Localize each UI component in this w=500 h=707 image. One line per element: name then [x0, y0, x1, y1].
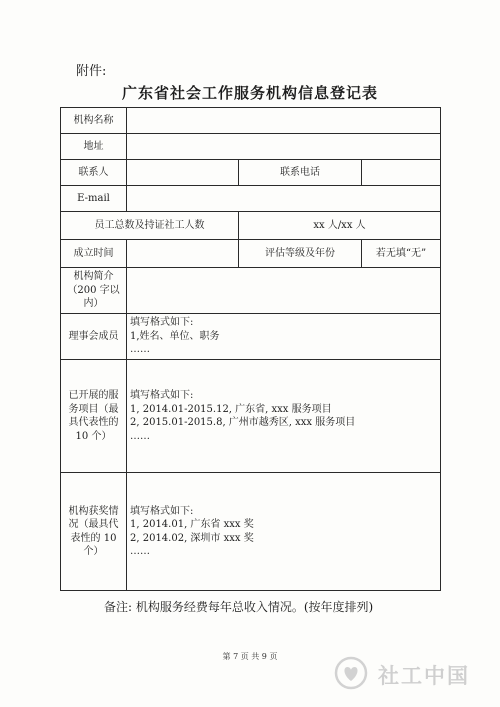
board-field[interactable]: [127, 314, 441, 360]
org-name-field[interactable]: [127, 108, 441, 134]
board-line: 1,姓名、单位、职务: [130, 330, 220, 342]
board-label: 理事会成员: [61, 314, 127, 360]
projects-line: 填写格式如下:: [130, 390, 194, 401]
address-field[interactable]: [127, 134, 441, 160]
row-contact: [61, 160, 441, 186]
projects-line: 2, 2015.01-2015.8, 广州市越秀区, xxx 服务项目: [130, 417, 356, 428]
watermark-logo: [332, 654, 492, 694]
projects-line: 1, 2014.01-2015.12, 广东省, xxx 服务项目: [130, 403, 332, 415]
row-org-name: [61, 108, 441, 134]
row-awards: [61, 473, 441, 591]
row-address: [61, 134, 441, 160]
contact-phone-field[interactable]: [362, 160, 441, 186]
email-field[interactable]: [127, 186, 441, 212]
contact-person-label: 联系人: [61, 160, 127, 186]
heart-hands-icon: [334, 656, 368, 690]
watermark-text: 社工中国: [378, 664, 470, 688]
row-board: [61, 314, 441, 360]
email-label: E-mail: [61, 186, 127, 212]
row-intro: [61, 268, 441, 314]
projects-field[interactable]: [127, 360, 441, 473]
intro-label: 机构简介（200 字以内）: [61, 268, 127, 314]
org-name-label: 机构名称: [61, 108, 127, 134]
address-label: 地址: [61, 134, 127, 160]
staff-count-label: 员工总数及持证社工人数: [61, 212, 239, 240]
staff-count-value[interactable]: xx 人/xx 人: [239, 212, 441, 240]
intro-field[interactable]: [127, 268, 441, 314]
row-projects: [61, 360, 441, 473]
registration-form-table: [60, 107, 441, 591]
awards-line: 2, 2014.02, 深圳市 xxx 奖: [130, 532, 254, 544]
rating-label: 评估等级及年份: [239, 240, 362, 268]
rating-value[interactable]: 若无填“无”: [362, 240, 441, 268]
contact-person-field[interactable]: [127, 160, 239, 186]
row-founded: [61, 240, 441, 268]
projects-label: 已开展的服务项目（最具代表性的 10 个）: [61, 360, 127, 473]
board-line: ……: [130, 344, 150, 356]
founded-date-label: 成立时间: [61, 240, 127, 268]
awards-label: 机构获奖情况（最具代表性的 10 个）: [61, 473, 127, 591]
projects-line: ……: [130, 430, 150, 442]
founded-date-field[interactable]: [127, 240, 239, 268]
awards-line: 填写格式如下:: [130, 505, 194, 517]
row-staff: [61, 212, 441, 240]
awards-line: 1, 2014.01, 广东省 xxx 奖: [130, 519, 254, 530]
remark-note: 备注: 机构服务经费每年总收入情况。(按年度排列): [104, 600, 374, 614]
awards-line: ……: [130, 546, 150, 557]
awards-field[interactable]: [127, 473, 441, 591]
page-number: 第 7 页 共 9 页: [222, 652, 278, 661]
contact-phone-label: 联系电话: [239, 160, 362, 186]
form-title: 广东省社会工作服务机构信息登记表: [121, 84, 378, 102]
attachment-label: 附件:: [76, 64, 107, 79]
row-email: [61, 186, 441, 212]
board-line: 填写格式如下:: [130, 317, 194, 329]
